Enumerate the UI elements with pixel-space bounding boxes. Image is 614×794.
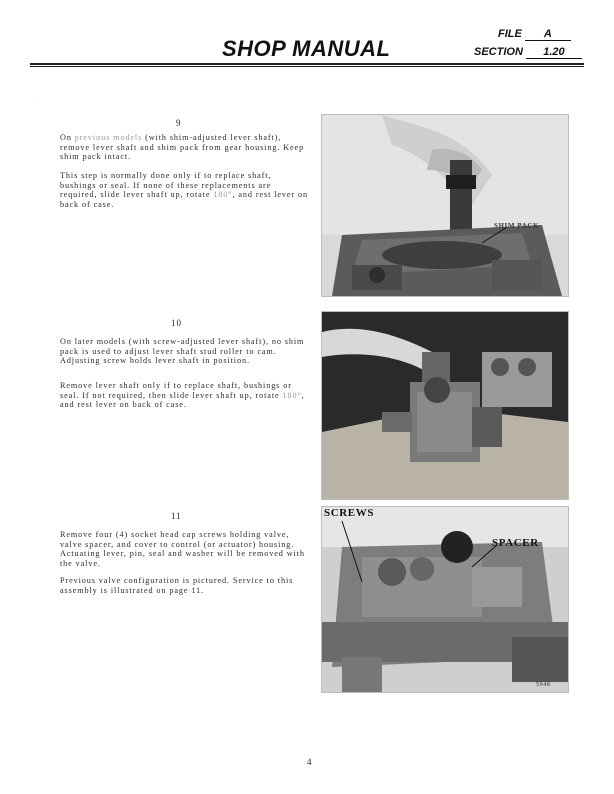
header-rule [30, 63, 584, 65]
step-number: 9 [176, 118, 182, 128]
step-10-paragraph-2: Remove lever shaft only if to replace shaft, bushings or seal. If not required, then slide lever shaft up, rotate 180°, and rest lever on back of case. [60, 381, 305, 410]
step-11-paragraph-1: Remove four (4) socket head cap screws holding valve, valve spacer, and cover to control (or actuator) housing. Actuating lever, pin, seal and washer will be removed with the valve. [60, 530, 305, 568]
photo-valve-spacer-screws [321, 506, 569, 693]
step-9-paragraph-2: This step is normally done only if to replace shaft, bushings or seal. If none of these replacements are required, slide lever shaft up, rotate 180°, and rest lever on back of case. [60, 171, 309, 209]
step-number: 10 [171, 318, 182, 328]
section-field [474, 46, 582, 59]
file-value: A [525, 28, 571, 41]
header-rule-thin [30, 66, 584, 67]
step-10-paragraph-1: On later models (with screw-adjusted lever shaft), no shim pack is used to adjust lever shaft stud roller to cam. Adjusting screw holds lever shaft in position. [60, 337, 305, 366]
screws-label: SCREWS [324, 507, 375, 519]
photo-lever-shaft-removal [321, 114, 569, 297]
step-number: 11 [171, 511, 182, 521]
photo-lever-shaft-later-model [321, 311, 569, 500]
page-title: SHOP MANUAL [222, 36, 391, 61]
shim-pack-label: SHIM PACK [494, 222, 540, 230]
scan-mark: : [36, 98, 38, 104]
photo-code: 5948 [536, 682, 551, 688]
step-9-paragraph-1: On previous models (with shim-adjusted lever shaft), remove lever shaft and shim pack from gear housing. Keep shim pack intact. [60, 133, 305, 162]
spacer-label: SPACER [492, 537, 539, 549]
section-label: SECTION [474, 46, 523, 58]
file-field [498, 28, 571, 41]
section-value: 1.20 [526, 46, 582, 59]
page-number: 4 [307, 757, 312, 767]
step-11-paragraph-2: Previous valve configuration is pictured. Service to this assembly is illustrated on page 11. [60, 576, 294, 595]
file-label: FILE [498, 28, 522, 40]
